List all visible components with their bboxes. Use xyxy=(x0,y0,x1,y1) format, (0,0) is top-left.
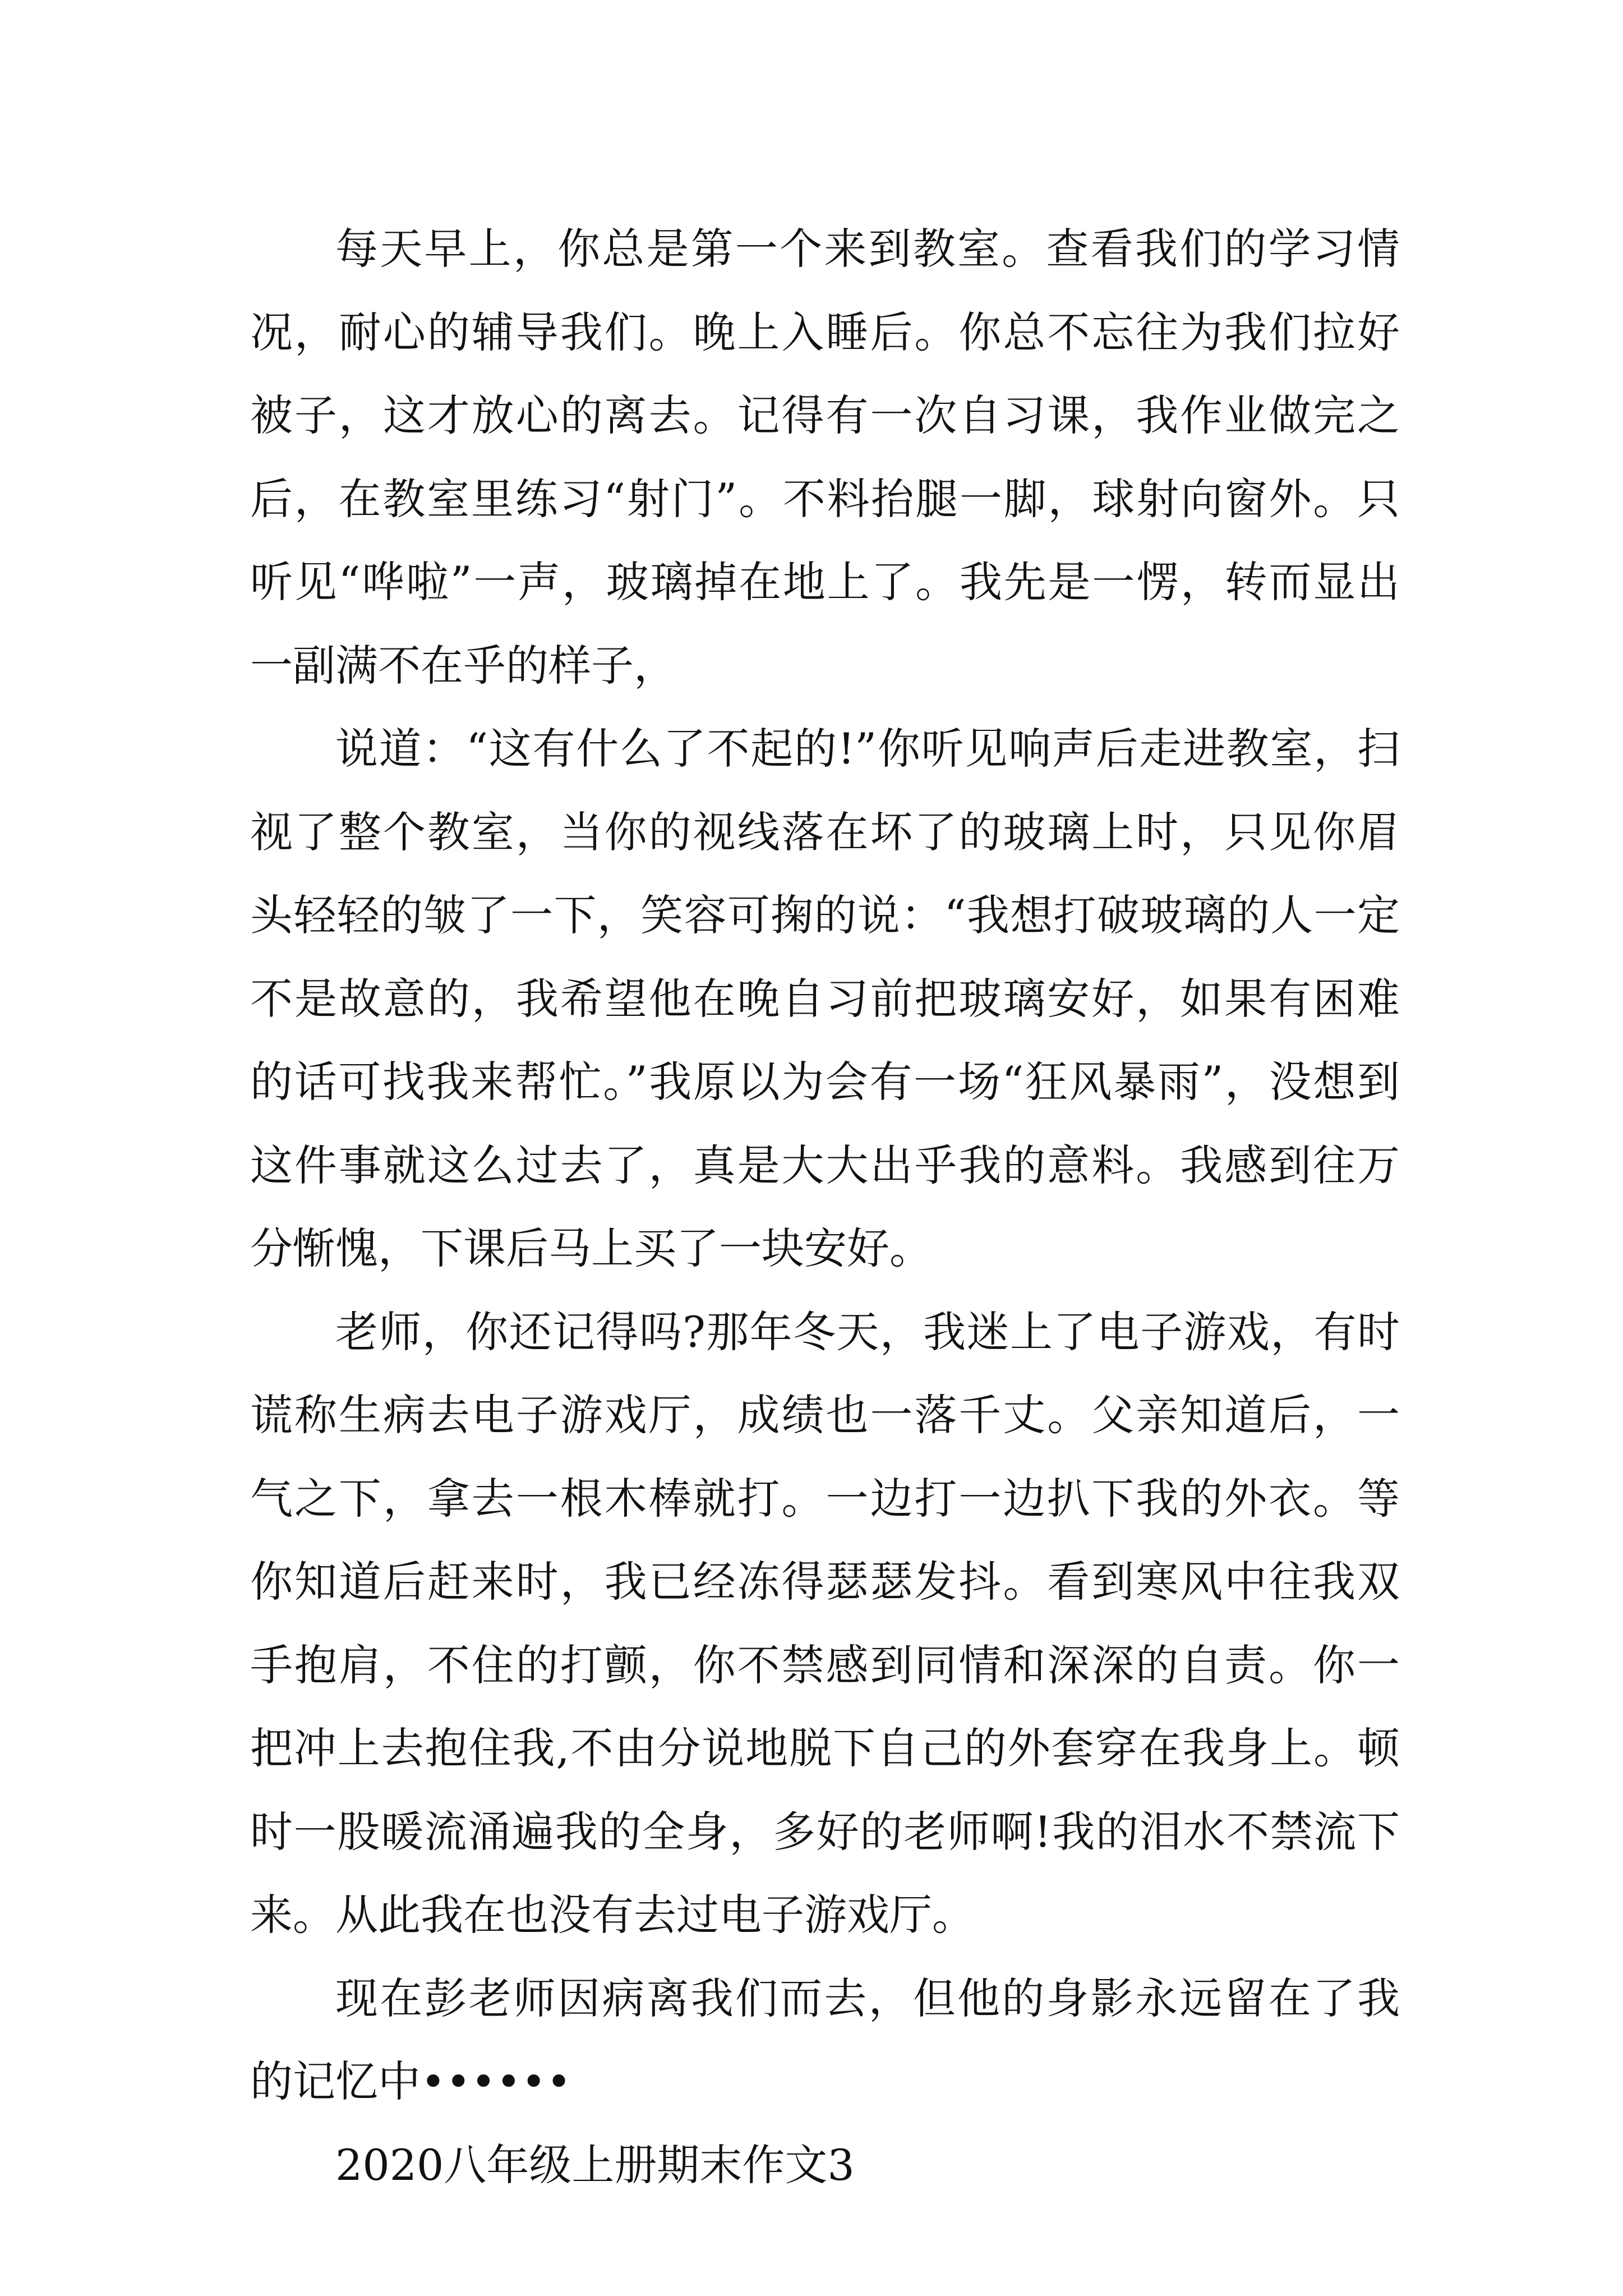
paragraph-broken-window: 说道：“这有什么了不起的!”你听见响声后走进教室，扫视了整个教室，当你的视线落在坏了的玻璃上时，只见你眉头轻轻的皱了一下，笑容可掬的说：“我想打破玻璃的人一定不是故意的，我希望他在晚自习前把玻璃安好，如果有困难的话可找我来帮忙。”我原以为会有一场“狂风暴雨”，没想到这件事就这么过去了，真是大大出乎我的意料。我感到往万分惭愧，下课后马上买了一块安好。 xyxy=(250,724,1400,1273)
paragraph-memory: 现在彭老师因病离我们而去，但他的身影永远留在了我的记忆中•••••• xyxy=(250,1973,1400,2106)
section-heading: 2020八年级上册期末作文3 xyxy=(335,2139,855,2190)
paragraph-morning-routine: 每天早上，你总是第一个来到教室。查看我们的学习情况，耐心的辅导我们。晚上入睡后。你总不忘往为我们拉好被子，这才放心的离去。记得有一次自习课，我作业做完之后，在教室里练习“射门”。不料抬腿一脚，球射向窗外。只听见“哗啦”一声，玻璃掉在地上了。我先是一愣，转而显出一副满不在乎的样子， xyxy=(250,224,1400,691)
essay-body xyxy=(250,208,1400,2207)
paragraph-video-games: 老师，你还记得吗?那年冬天，我迷上了电子游戏，有时谎称生病去电子游戏厅，成绩也一落千丈。父亲知道后，一气之下，拿去一根木棒就打。一边打一边扒下我的外衣。等你知道后赶来时，我已经冻得瑟瑟发抖。看到寒风中往我双手抱肩，不住的打颤，你不禁感到同情和深深的自责。你一把冲上去抱住我,不由分说地脱下自己的外套穿在我身上。顿时一股暖流涌遍我的全身，多好的老师啊!我的泪水不禁流下来。从此我在也没有去过电子游戏厅。 xyxy=(250,1306,1400,1940)
